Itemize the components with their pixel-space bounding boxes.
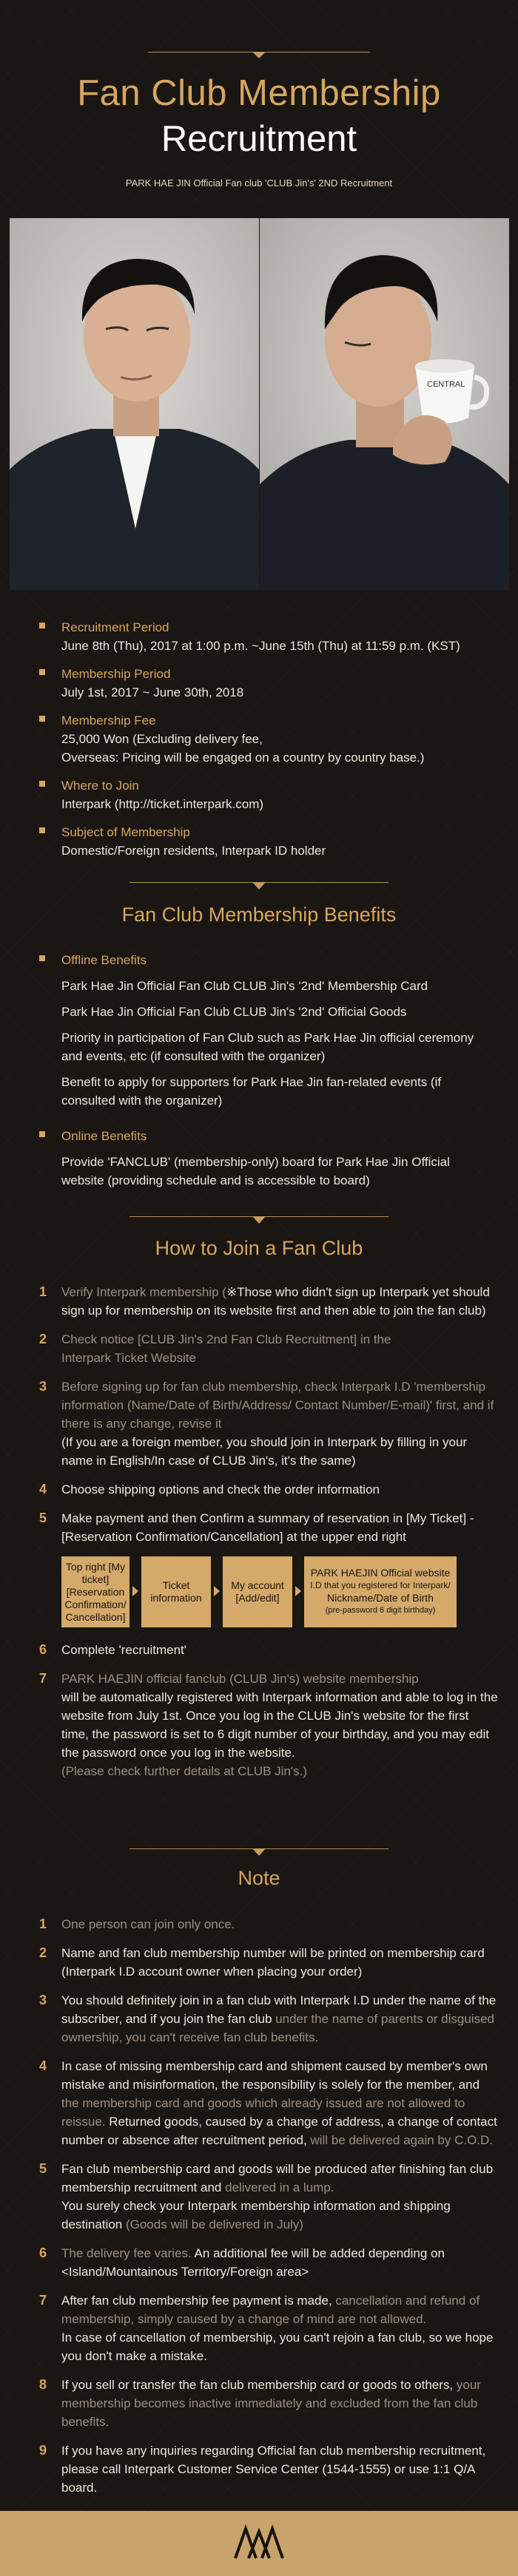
benefit-item: Priority in participation of Fan Club such as Park Hae Jin official ceremony and events, etc (if consulted with the organizer) [61,1031,474,1063]
step-2: 2 Check notice [CLUB Jin's 2nd Fan Club Recruitment] in the Interpark Ticket Website [39,1332,391,1365]
info-membership-fee: Membership Fee 25,000 Won (Excluding delivery fee, Overseas: Pricing will be engaged on a country by country base.) [39,712,483,767]
benefits-triangle-icon [252,882,266,889]
howto-triangle-icon [252,1216,266,1224]
howto-title: How to Join a Fan Club [155,1237,363,1259]
step-7: 7 PARK HAEJIN official fanclub (CLUB Jin's) website membership will be automatically registered with Interpark information and able to log in the website from July 1st. Once you log in the CLUB Jin's website for the first time, the password is set to 6 digit number of your birthday, and you may edit the password once you log in the website. (Please check further details at CLUB Jin's.) [39,1671,498,1778]
note-5: 5 Fan club membership card and goods will be produced after finishing fan club membership recruitment and delivered in a lump. You surely check your Interpark membership information and shipping destination (Goods will be delivered in July) [39,2161,494,2231]
note-7: 7 After fan club membership fee payment is made, cancellation and refund of membership, simply caused by a change of mind are not allowed. In case of cancellation of membership, you can't rejoin a fan club, so we hope you don't make a mistake. [39,2293,494,2363]
square-bullet-icon [39,623,45,628]
info-where-to-join: Where to Join Interpark (http://ticket.interpark.com) [39,777,483,813]
benefit-item: Park Hae Jin Official Fan Club CLUB Jin's '2nd' Official Goods [61,1005,407,1019]
benefit-item: Park Hae Jin Official Fan Club CLUB Jin's '2nd' Membership Card [61,979,428,993]
note-1: 1 One person can join only once. [39,1916,235,1931]
benefits-title: Fan Club Membership Benefits [121,904,397,926]
square-bullet-icon [39,716,45,722]
reservation-flow-diagram [61,1556,498,1630]
page-title-line2: Recruitment [161,119,357,159]
photo-left [10,218,259,590]
step-1: 1 Verify Interpark membership (※Those who didn't sign up Interpark yet should sign up for membership on its website first and then able to join the fan club) [39,1284,490,1318]
flow-box-my-account: My account [Add/edit] [223,1556,292,1627]
step-5: 5 Make payment and then Confirm a summary of reservation in [My Ticket] -[Reservation Confirmation/Cancellation] at the upper end right [39,1511,474,1544]
howto-steps [39,1283,498,1791]
square-bullet-icon [39,669,45,675]
photo-right [260,218,509,590]
info-list [39,619,483,870]
header-triangle-icon [252,52,266,58]
note-9: 9 If you have any inquiries regarding Official fan club membership recruitment, please call Interpark Customer Service Center (1544-1555) or use 1:1 Q/A board. [39,2443,486,2495]
square-bullet-icon [39,827,45,833]
note-4: 4 In case of missing membership card and shipment caused by member's own mistake and misinformation, the responsibility is solely for the member, and the membership card and goods which already issued are not allowed to reissue. Returned goods, caused by a change of address, a change of contact number or absence after recruitment period, will be delivered again by C.O.D. [39,2058,497,2147]
arrow-right-icon [214,1586,220,1596]
page-header [0,0,518,207]
note-8: 8 If you sell or transfer the fan club membership card or goods to others, your membership becomes inactive immediately and excluded from the fan club benefits. [39,2377,481,2429]
step-6: 6 Complete 'recruitment' [39,1642,186,1657]
info-subject-of-membership: Subject of Membership Domestic/Foreign residents, Interpark ID holder [39,824,483,860]
info-recruitment-period: Recruitment Period June 8th (Thu), 2017 at 1:00 p.m. ~June 15th (Thu) at 11:59 p.m. (KST) [39,619,483,655]
note-title: Note [238,1867,280,1889]
flow-box-official-website: PARK HAEJIN Official website I.D that you registered for Interpark/ Nickname/Date of Birth (pre-password 6 digit birthday) [304,1556,457,1627]
benefits-list [39,952,491,1197]
note-2: 2 Name and fan club membership number will be printed on membership card (Interpark I.D account owner when placing your order) [39,1945,485,1979]
benefit-item: Provide 'FANCLUB' (membership-only) board for Park Hae Jin Official website (providing schedule and is accessible to board) [61,1155,450,1187]
jin-logo-icon [232,2524,286,2561]
square-bullet-icon [39,1131,45,1137]
flow-box-ticket-info: Ticket information [141,1556,211,1627]
benefit-item: Benefit to apply for supporters for Park Hae Jin fan-related events (if consulted with the organizer) [61,1075,442,1108]
note-6: 6 The delivery fee varies. An additional fee will be added depending on <Island/Mountainous Territory/Foreign area> [39,2245,445,2279]
online-benefits-heading: Online Benefits [39,1128,491,1145]
square-bullet-icon [39,955,45,961]
step-3: 3 Before signing up for fan club membership, check Interpark I.D 'membership information (Name/Date of Birth/Address/ Contact Number/E-mail)' first, and if there is any change, revise it (If you are a foreign member, you should join in Interpark by filling in your name in English/In case of CLUB Jin's, it's the same) [39,1379,494,1468]
page-footer [0,2511,518,2576]
arrow-right-icon [295,1586,301,1596]
info-membership-period: Membership Period July 1st, 2017 ~ June 30th, 2018 [39,665,483,702]
note-list [39,1915,498,2507]
square-bullet-icon [39,781,45,787]
flow-box-my-ticket: Top right [My ticket] [Reservation Confirmation/ Cancellation] [61,1556,130,1627]
arrow-right-icon [132,1586,138,1596]
page-subtitle: PARK HAE JIN Official Fan club 'CLUB Jin's' 2ND Recruitment [125,177,393,189]
note-triangle-icon [252,1848,266,1856]
step-4: 4 Choose shipping options and check the order information [39,1482,380,1497]
page-title-line1: Fan Club Membership [77,73,441,113]
offline-benefits-heading: Offline Benefits [39,952,491,969]
cup-label: CENTRAL [427,380,465,389]
note-3: 3 You should definitely join in a fan club with Interpark I.D under the name of the subscriber, and if you join the fan club under the name of parents or disguised ownership, you can't receive fan club benefits. [39,1993,497,2044]
